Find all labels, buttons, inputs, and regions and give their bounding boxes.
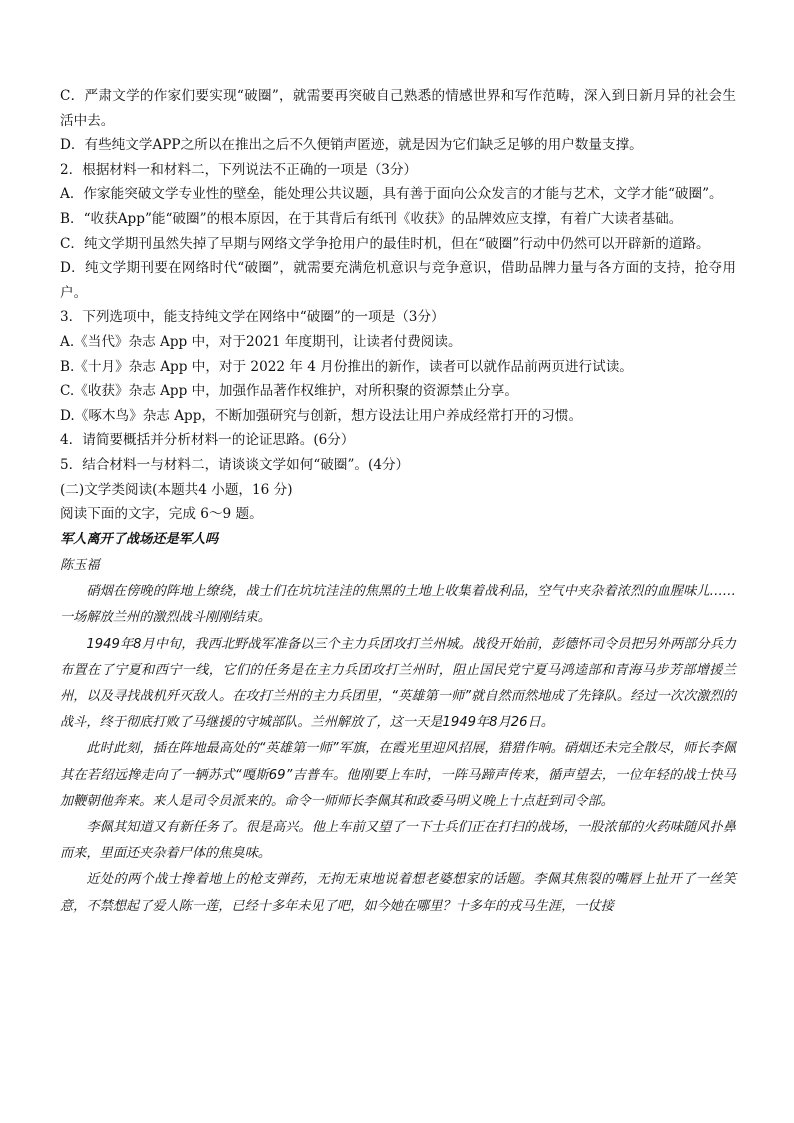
option-2c: C．纯文学期刊虽然失掉了早期与网络文学争抢用户的最佳时机，但在“破圈”行动中仍然可以开辟新的道路。 — [60, 235, 710, 252]
option-1d: D．有些纯文学APP之所以在推出之后不久便销声匿迹，就是因为它们缺乏足够的用户数量支撑。 — [60, 137, 643, 154]
question-2: 2．根据材料一和材料二，下列说法不正确的一项是（3分） — [60, 161, 418, 178]
question-4: 4．请简要概括并分析材料一的论证思路。(6分） — [60, 432, 355, 449]
question-3: 3．下列选项中，能支持纯文学在网络中“破圈”的一项是（3分） — [60, 309, 445, 326]
option-1c: C．严肃文学的作家们要实现“破圈”，就需要再突破自己熟悉的情感世界和写作范畴，深入到日新月异的社会生活中去。 — [60, 88, 736, 129]
option-3b: B.《十月》杂志 App 中，对于 2022 年 4 月份推出的新作，读者可以就作品前两页进行试读。 — [60, 358, 633, 375]
section-instruction: 阅读下面的文字，完成 6～9 题。 — [60, 506, 263, 523]
option-2d: D．纯文学期刊要在网络时代“破圈”，就需要充满危机意识与竞争意识，借助品牌力量与各方面的支持，抢夺用户。 — [60, 260, 736, 301]
option-3a: A.《当代》杂志 App 中，对于2021 年度期刊，让读者付费阅读。 — [60, 333, 462, 350]
section-heading: (二)文学类阅读(本题共4 小题，16 分) — [60, 481, 293, 498]
story-author: 陈玉福 — [60, 557, 100, 573]
story-paragraph: 硝烟在傍晚的阵地上缭绕，战士们在坑坑洼洼的焦黑的土地上收集着战利品，空气中夹杂着浓烈的血腥味儿……一场解放兰州的激烈战斗刚刚结束。 — [60, 584, 736, 626]
story-paragraph: 1949年8月中旬，我西北野战军准备以三个主力兵团攻打兰州城。战役开始前，彭德怀司令员把另外两部分兵力布置在了宁夏和西宁一线，它们的任务是在主力兵团攻打兰州时，阻止国民党宁夏马鸿逵部和青海马步芳部增援兰州，以及寻找战机歼灭敌人。在攻打兰州的主力兵团里，“英雄第一师”就自然而然地成了先锋队。经过一次次激烈的战斗，终于彻底打败了马继援的守城部队。兰州解放了，这一天是1949年8月26日。 — [60, 636, 736, 731]
question-5: 5．结合材料一与材料二，请谈谈文学如何“破圈”。(4分） — [60, 456, 410, 473]
story-paragraph: 李佩其知道又有新任务了。很是高兴。他上车前又望了一下士兵们正在打扫的战场，一股浓郁的火药味随风扑鼻而来，里面还夹杂着尸体的焦臭味。 — [60, 819, 736, 862]
story-paragraph: 近处的两个战士搀着地上的枪支弹药，无拘无束地说着想老婆想家的话题。李佩其焦裂的嘴唇上扯开了一丝笑意，不禁想起了爱人陈一莲，已经十多年未见了吧，如今她在哪里？十多年的戎马生涯，一仗接 — [60, 872, 736, 914]
story-title: 军人离开了战场还是军人吗 — [60, 531, 219, 547]
questions-block — [60, 84, 736, 478]
story-paragraph: 此时此刻，插在阵地最高处的“英雄第一师”军旗，在霞光里迎风招展，猎猎作响。硝烟还未完全散尽，师长李佩其在若绍远搀走向了一辆苏式“嘎斯69”吉普车。他刚要上车时，一阵马蹄声传来，循声望去，一位年轻的战士快马加鞭朝他奔来。来人是司令员派来的。命令一师师长李佩其和政委马明义晚上十点赶到司令部。 — [60, 741, 736, 809]
option-2a: A．作家能突破文学专业性的壁垒，能处理公共议题，具有善于面向公众发言的才能与艺术，文学才能“破圈”。 — [60, 186, 723, 203]
option-3d: D.《啄木鸟》杂志 App，不断加强研究与创新，想方设法让用户养成经常打开的习惯。 — [60, 407, 583, 424]
exam-page — [60, 84, 736, 920]
option-2b: B．“收获App”能“破圈”的根本原因，在于其背后有纸刊《收获》的品牌效应支撑，有着广大读者基础。 — [60, 210, 683, 227]
option-3c: C.《收获》杂志 App 中，加强作品著作权维护，对所积聚的资源禁止分享。 — [60, 383, 518, 400]
story — [60, 527, 736, 920]
